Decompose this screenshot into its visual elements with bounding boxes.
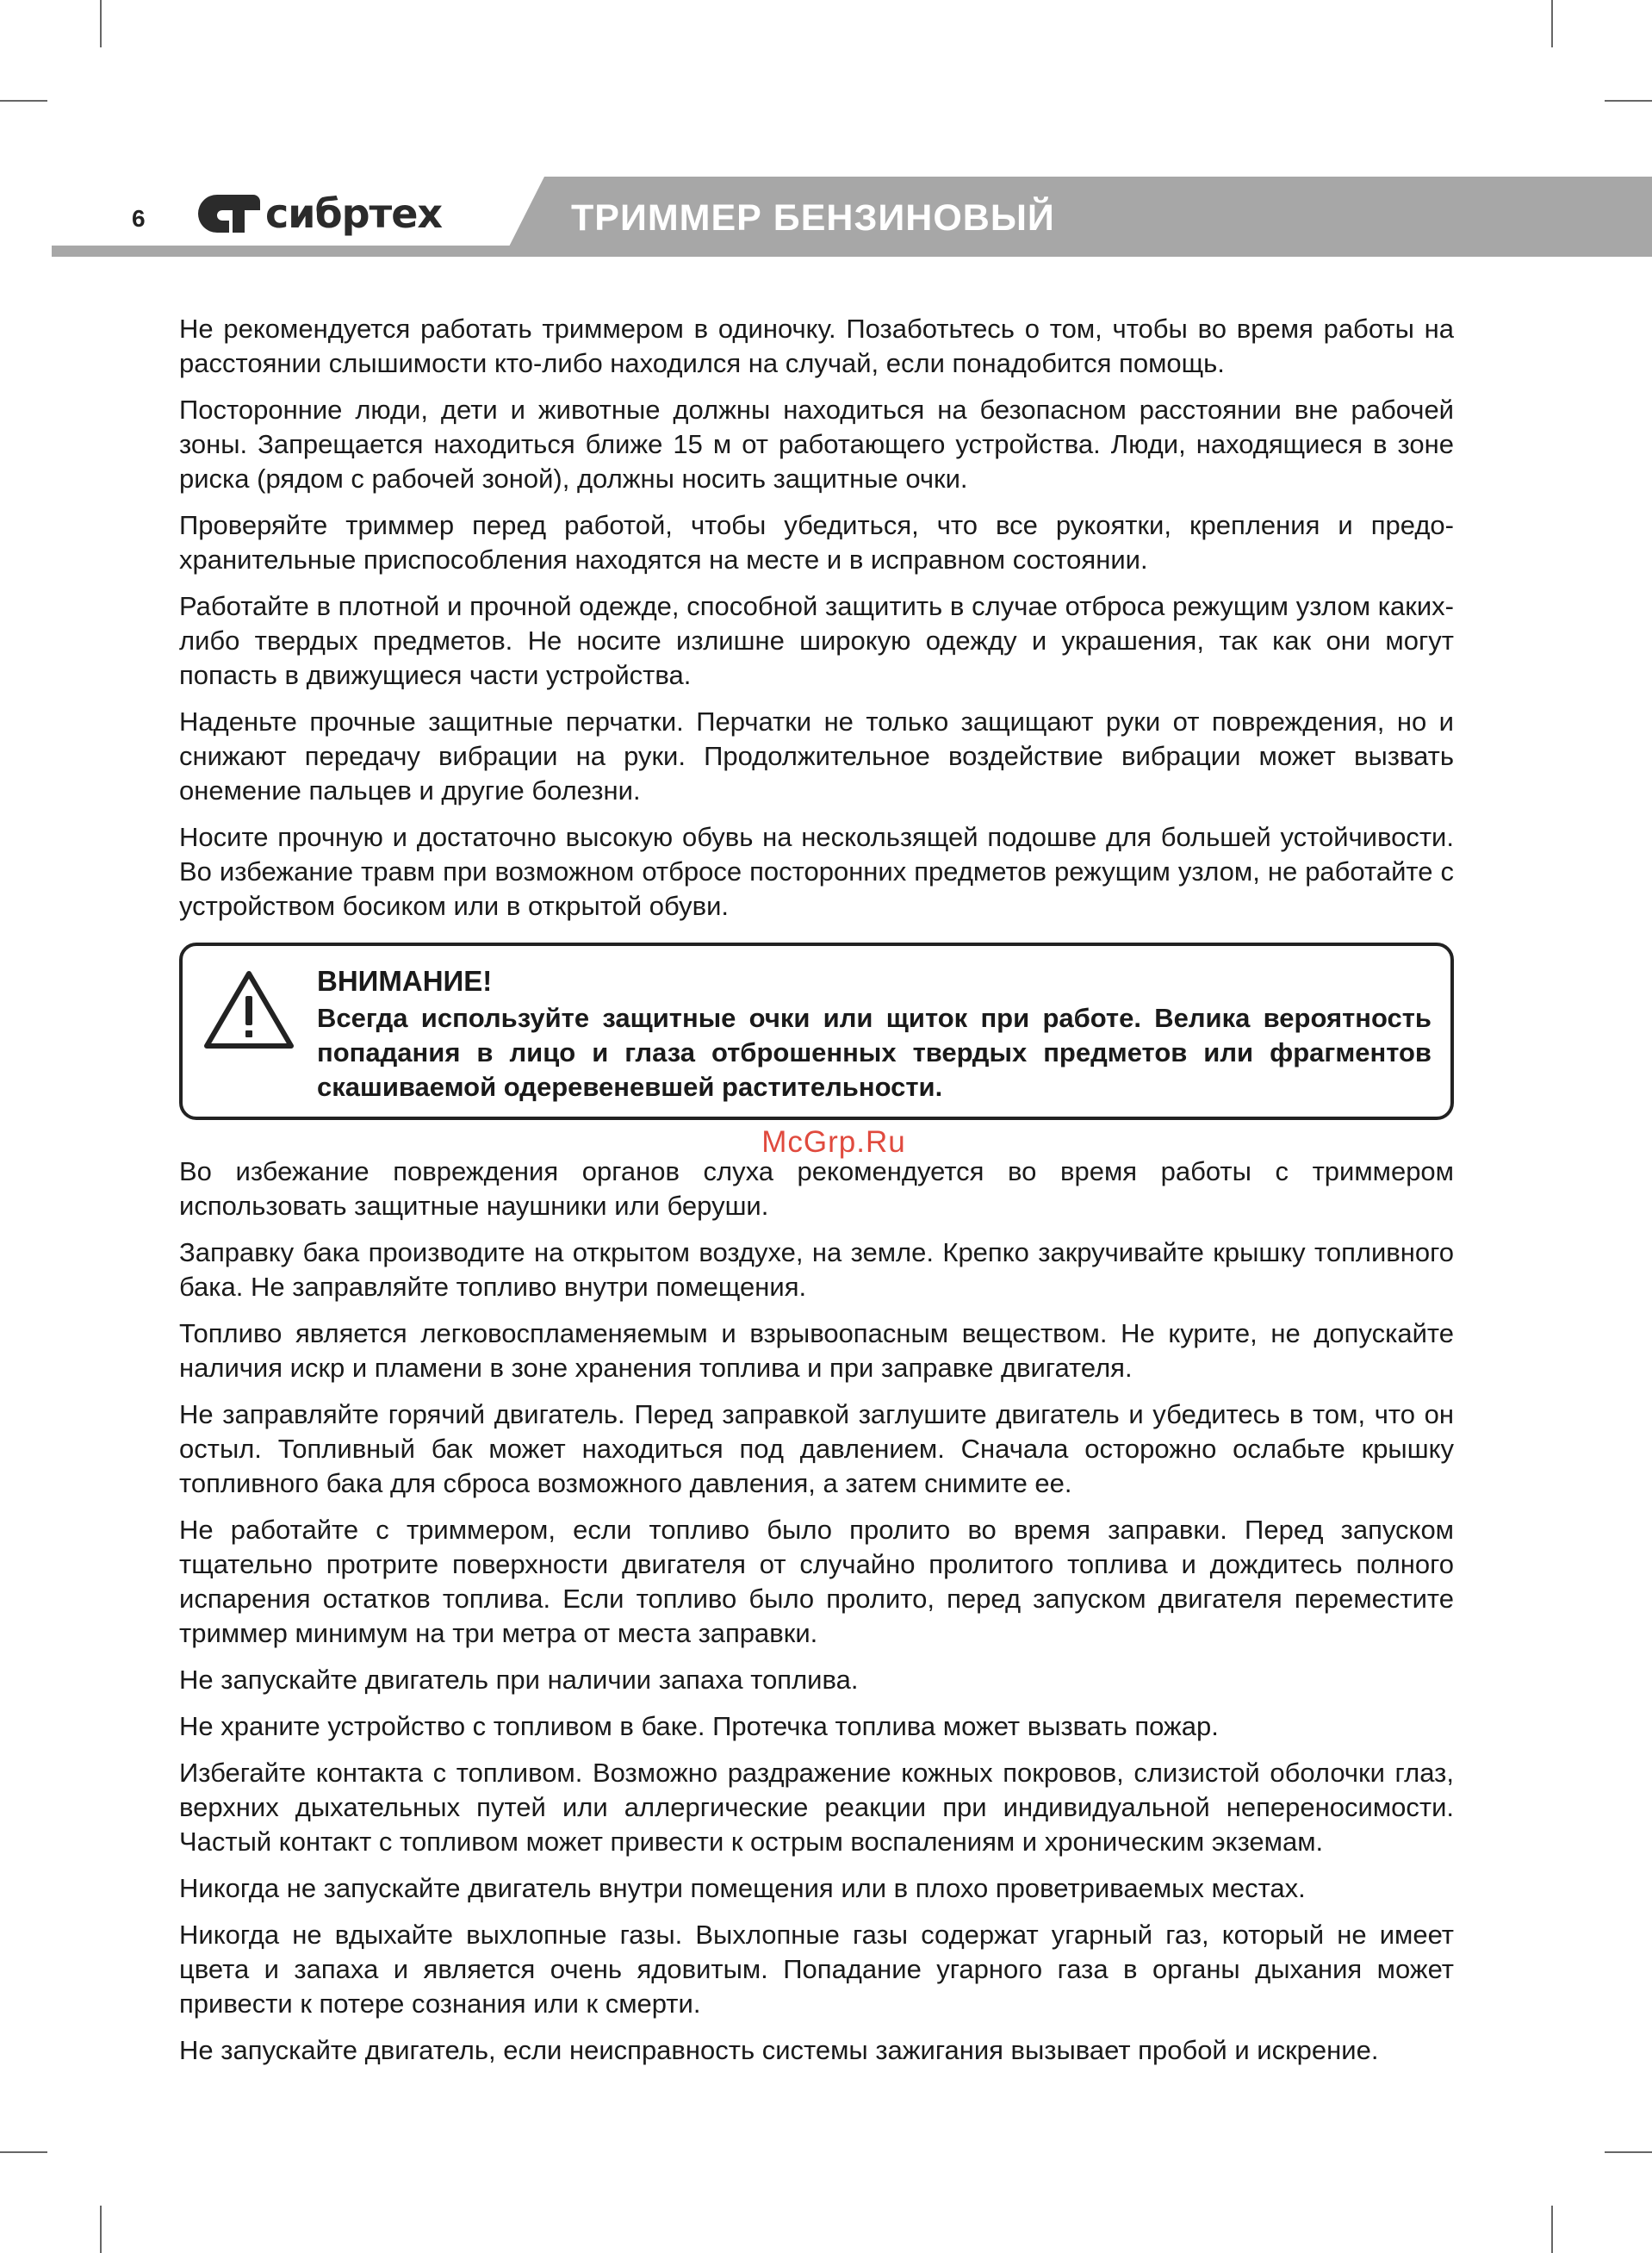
warning-box	[179, 943, 1454, 1120]
warning-text: Всегда используйте защитные очки или щиток при работе. Велика вероятность попадания в лицо и глаза отброшенных твердых предметов или фрагментов скашиваемой одеревеневшей растительности.	[317, 1003, 1432, 1102]
watermark: McGrp.Ru	[761, 1125, 906, 1159]
logo-mark-icon	[196, 193, 262, 234]
logo-text: сибртех	[265, 190, 443, 237]
warning-content	[317, 963, 1432, 1105]
warning-triangle-icon	[202, 968, 296, 1051]
main-content	[179, 312, 1454, 2080]
crop-mark	[0, 2151, 47, 2153]
crop-mark	[100, 0, 102, 47]
paragraph: Проверяйте триммер перед работой, чтобы убедиться, что все рукоятки, крепления и предохранительные приспособления находятся на месте и в исправном состоянии.	[179, 510, 1454, 575]
paragraph: Топливо является легковоспламеняемым и взрывоопасным веществом. Не курите, не допускайте наличия искр и пламени в зоне хранения топлива и при заправке двигателя.	[179, 1318, 1454, 1383]
paragraph: Во избежание повреждения органов слуха рекомендуется во время работы с триммером использовать защитные наушники или беруши.	[179, 1156, 1454, 1221]
sibrtech-logo	[196, 188, 442, 240]
paragraph: Не работайте с триммером, если топливо было пролито во время заправки. Перед запуском тщательно протрите поверхности двигателя от случайно пролитого топлива и дождитесь полного испарения остатков топлива. Если топливо было пролито, перед запуском двигателя переместите триммер минимум на три метра от места заправки.	[179, 1515, 1454, 1648]
paragraph: Избегайте контакта с топливом. Возможно раздражение кожных покровов, слизистой оболочки глаз, верхних дыхательных путей или аллергические реакции при индивидуальной непереносимости. Частый контакт с топливом может привести к острым воспалениям и хроническим экземам.	[179, 1758, 1454, 1857]
paragraph: Никогда не запускайте двигатель внутри помещения или в плохо проветриваемых местах.	[179, 1873, 1306, 1903]
paragraph: Носите прочную и достаточно высокую обувь на нескользящей подошве для большей устойчивости. Во избежание травм при возможном отбросе посторонних предметов режущим узлом, не работайте с устройством босиком или в открытой обуви.	[179, 822, 1454, 921]
page-title: ТРИММЕР БЕНЗИНОВЫЙ	[571, 197, 1055, 239]
crop-mark	[100, 2206, 102, 2253]
crop-mark	[1605, 2151, 1652, 2153]
paragraph: Не запускайте двигатель при наличии запаха топлива.	[179, 1665, 859, 1695]
paragraph: Посторонние люди, дети и животные должны находиться на безопасном расстоянии вне рабочей зоны. Запрещается находиться ближе 15 м от работающего устройства. Люди, находящиеся в зоне риска (рядом с рабочей зоной), должны носить защитные очки.	[179, 395, 1454, 494]
paragraph: Наденьте прочные защитные перчатки. Перчатки не только защищают руки от повреждения, но и снижают передачу вибрации на руки. Продолжительное воздействие вибрации может вызвать онемение пальцев и другие болезни.	[179, 706, 1454, 806]
paragraph: Не храните устройство с топливом в баке. Протечка топлива может вызвать пожар.	[179, 1711, 1219, 1741]
paragraph: Работайте в плотной и прочной одежде, способной защитить в случае отброса режущим узлом каких-либо твердых предметов. Не носите излишне широкую одежду и украшения, так как они могут попасть в движущиеся части устройства.	[179, 591, 1454, 690]
crop-mark	[1605, 100, 1652, 102]
crop-mark	[1551, 0, 1553, 47]
crop-mark	[0, 100, 47, 102]
paragraph: Никогда не вдыхайте выхлопные газы. Выхлопные газы содержат угарный газ, который не имеет цвета и запаха и является очень ядовитым. Попадание угарного газа в органы дыхания может привести к потере сознания или к смерти.	[179, 1920, 1454, 2019]
paragraph: Не заправляйте горячий двигатель. Перед заправкой заглушите двигатель и убедитесь в том, что он остыл. Топливный бак может находиться под давлением. Сначала осторожно ослабьте крышку топливного бака для сброса возможного давления, а затем снимите ее.	[179, 1399, 1454, 1498]
paragraph: Заправку бака производите на открытом воздухе, на земле. Крепко закручивайте крышку топливного бака. Не заправляйте топливо внутри помещения.	[179, 1237, 1454, 1302]
paragraph: Не запускайте двигатель, если неисправность системы зажигания вызывает пробой и искрение.	[179, 2035, 1379, 2065]
crop-mark	[1551, 2206, 1553, 2253]
paragraph: Не рекомендуется работать триммером в одиночку. Позаботьтесь о том, чтобы во время работы на расстоянии слышимости кто-либо находился на случай, если понадобится помощь.	[179, 314, 1454, 378]
header-underline	[52, 246, 1652, 257]
warning-title: ВНИМАНИЕ!	[317, 965, 493, 997]
page-number: 6	[132, 205, 146, 232]
